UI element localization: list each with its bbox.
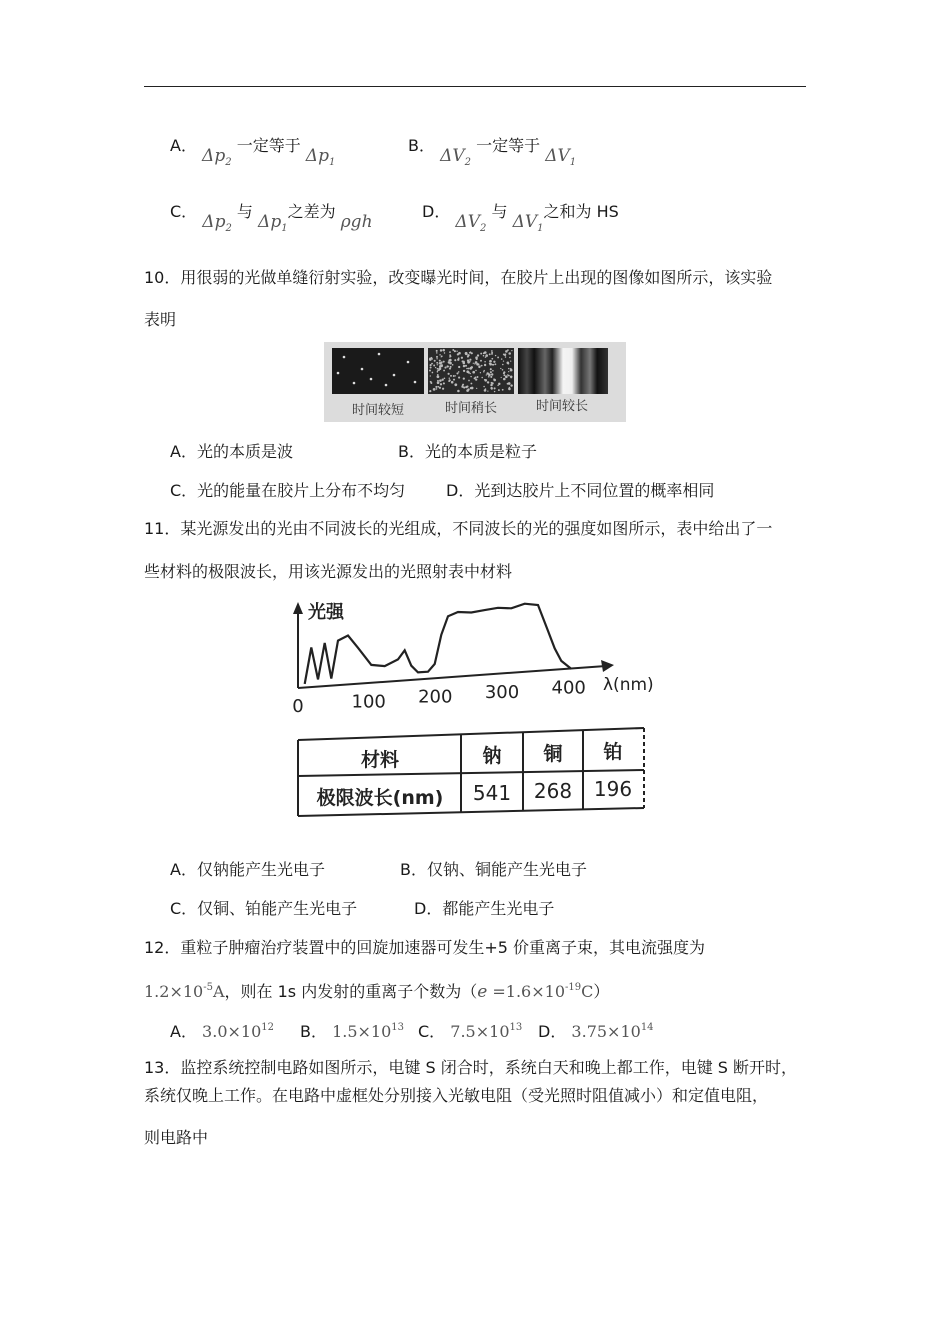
- grain-dot: [442, 379, 444, 381]
- grain-dot: [441, 364, 443, 366]
- q12-option-b[interactable]: B． $1.5\times 10^{13}$: [300, 1022, 405, 1041]
- grain-dot: [440, 383, 442, 385]
- grain-dot: [453, 379, 455, 381]
- grain-dot: [453, 375, 455, 377]
- grain-dot: [465, 352, 468, 355]
- grain-dot: [468, 368, 470, 370]
- q12-current-value: $1.2\times 10^{-5}A$: [144, 982, 225, 1001]
- grain-dot: [508, 352, 511, 355]
- grain-dot: [495, 355, 496, 356]
- grain-dot: [492, 364, 494, 366]
- grain-dot: [455, 375, 456, 376]
- q11-option-b[interactable]: B．仅钠、铜能产生光电子: [400, 860, 587, 879]
- table-mid-line: [298, 770, 644, 776]
- grain-dot: [470, 383, 472, 385]
- grain-dot: [476, 363, 479, 366]
- grain-dot: [502, 389, 504, 391]
- grain-dot: [448, 359, 450, 361]
- grain-dot: [484, 361, 485, 362]
- grain-dot: [462, 384, 464, 386]
- table-bottom-line: [298, 808, 644, 816]
- grain-dot: [469, 361, 470, 362]
- grain-dot: [480, 360, 482, 362]
- grain-dot: [463, 377, 465, 379]
- grain-dot: [493, 379, 496, 382]
- grain-dot: [452, 364, 454, 366]
- grain-dot: [444, 352, 445, 353]
- grain-dot: [452, 349, 454, 351]
- q10-option-b[interactable]: B．光的本质是粒子: [398, 442, 537, 461]
- grain-dot: [487, 381, 489, 383]
- grain-dot: [450, 355, 452, 357]
- grain-dot: [498, 389, 500, 391]
- grain-dot: [470, 373, 471, 374]
- grain-dot: [440, 361, 442, 363]
- panel-short: [332, 348, 424, 394]
- q12-option-c[interactable]: C． $7.5\times 10^{13}$: [418, 1022, 523, 1041]
- grain-dot: [437, 370, 438, 371]
- grain-dot: [467, 386, 468, 387]
- grain-dot: [488, 376, 490, 378]
- grain-dot: [461, 386, 463, 388]
- grain-dot: [479, 365, 480, 366]
- q11-materials-table: [296, 720, 648, 820]
- grain-dot: [458, 357, 460, 359]
- grain-dot: [491, 358, 493, 360]
- grain-dot: [432, 372, 434, 374]
- grain-dot: [458, 371, 460, 373]
- q11-stem-line1: 11．某光源发出的光由不同波长的光组成，不同波长的光的强度如图所示，表中给出了一: [144, 519, 773, 538]
- grain-dot: [439, 360, 441, 362]
- q9-a-symbol2: $\Delta p_1$: [305, 146, 336, 168]
- q13-stem-line3: 则电路中: [144, 1128, 209, 1147]
- grain-dot: [430, 375, 431, 376]
- grain-dot: [491, 353, 493, 355]
- grain-dot: [484, 351, 487, 354]
- grain-dot: [502, 369, 504, 371]
- q9-b-symbol2: $\Delta V_1$: [545, 146, 577, 168]
- grain-dot: [509, 357, 510, 358]
- grain-dot: [489, 353, 491, 355]
- grain-dot: [450, 375, 451, 376]
- grain-dot: [439, 354, 440, 355]
- grain-dot: [468, 380, 470, 382]
- grain-dot: [462, 360, 464, 362]
- panel-long: [518, 348, 608, 394]
- grain-dot: [437, 375, 440, 378]
- grain-dot: [481, 377, 483, 379]
- grain-dot: [435, 386, 437, 388]
- q9-option-c[interactable]: C． $\Delta p_2$ 与 $\Delta p_1$之差为 ρgh: [170, 202, 373, 234]
- grain-dot: [483, 371, 485, 373]
- grain-dot: [438, 386, 440, 388]
- q9-a-symbol1: $\Delta p_2$: [202, 146, 232, 168]
- grain-dot: [449, 379, 451, 381]
- q11-option-d[interactable]: D．都能产生光电子: [414, 899, 555, 918]
- grain-dot: [431, 383, 432, 384]
- grain-dot: [510, 369, 513, 372]
- q10-option-c[interactable]: C．光的能量在胶片上分布不均匀: [170, 481, 406, 500]
- grain-dot: [490, 387, 492, 389]
- label-long: 时间较长: [535, 399, 589, 414]
- grain-dot: [463, 365, 465, 367]
- grain-dot: [490, 371, 492, 373]
- grain-dot: [511, 350, 512, 351]
- q12-option-a[interactable]: A． $3.0\times 10^{12}$: [170, 1022, 274, 1041]
- grain-dot: [502, 364, 504, 366]
- q10-stem-line2: 表明: [144, 310, 177, 329]
- grain-dot: [438, 369, 440, 371]
- grain-dot: [471, 366, 473, 368]
- q9-b-symbol1: $\Delta V_2$: [440, 146, 472, 168]
- grain-dot: [503, 378, 506, 381]
- grain-dot: [436, 358, 437, 359]
- grain-dot: [437, 368, 439, 370]
- grain-dot: [510, 377, 511, 378]
- grain-dot: [473, 363, 474, 364]
- grain-dot: [476, 388, 477, 389]
- grain-dot: [472, 371, 475, 374]
- grain-dot: [501, 358, 502, 359]
- grain-dot: [484, 364, 486, 366]
- table-header-copper: 铜: [543, 743, 563, 765]
- grain-dot: [491, 373, 493, 375]
- table-value-copper: 268: [533, 779, 573, 803]
- grain-dot: [444, 377, 446, 379]
- grain-dot: [510, 384, 512, 386]
- grain-dot: [468, 371, 470, 373]
- grain-dot: [431, 358, 433, 360]
- grain-dot: [503, 374, 505, 376]
- grain-dot: [494, 363, 496, 365]
- grain-dot: [501, 377, 502, 378]
- grain-dot: [434, 360, 436, 362]
- grain-dot: [437, 381, 440, 384]
- grain-dot: [437, 380, 439, 382]
- q10-stem-line1: 10．用很弱的光做单缝衍射实验，改变曝光时间，在胶片上出现的图像如图所示，该实验: [144, 268, 773, 287]
- grain-dot: [444, 367, 446, 369]
- grain-dot: [477, 376, 479, 378]
- grain-dot: [435, 367, 436, 368]
- grain-dot: [498, 383, 500, 385]
- grain-dot: [476, 362, 477, 363]
- grain-dot: [450, 366, 452, 368]
- grain-dot: [454, 359, 456, 361]
- grain-dot: [429, 390, 431, 392]
- q11-option-c[interactable]: C．仅铜、铂能产生光电子: [170, 899, 358, 918]
- q12-stem-line2: $1.2\times 10^{-5}A$，则在 1s 内发射的重离子个数为$(e =1.6\times 10^{-19}C)$: [144, 982, 610, 1002]
- grain-dot: [470, 376, 471, 377]
- q9-option-b[interactable]: B． $\Delta V_2$ 一定等于 $\Delta V_1$: [408, 136, 577, 168]
- grain-dot: [436, 388, 438, 390]
- grain-dot: [442, 349, 445, 352]
- grain-dot: [471, 352, 473, 354]
- grain-dot: [483, 386, 485, 388]
- grain-dot: [439, 379, 442, 382]
- grain-dot: [508, 382, 511, 385]
- grain-dot: [497, 357, 499, 359]
- q9-option-a[interactable]: A． $\Delta p_2$ 一定等于 $\Delta p_1$: [170, 136, 336, 168]
- q13-stem-line2: 系统仅晚上工作。在电路中虚框处分别接入光敏电阻（受光照时阻值减小）和定值电阻，: [144, 1086, 769, 1105]
- grain-dot: [430, 366, 432, 368]
- grain-dot: [458, 377, 460, 379]
- q9-option-d[interactable]: D． $\Delta V_2$ 与 $\Delta V_1$之和为 HS: [422, 202, 619, 234]
- x-tick-label: 100: [351, 691, 386, 713]
- grain-dot: [430, 364, 432, 366]
- grain-dot: [441, 355, 443, 357]
- grain-dot: [429, 358, 432, 361]
- table-value-sodium: 541: [472, 781, 512, 805]
- grain-dot: [429, 370, 431, 372]
- grain-dot: [442, 388, 444, 390]
- grain-dot: [489, 360, 492, 363]
- table-header-sodium: 钠: [482, 745, 502, 767]
- grain-dot: [475, 370, 476, 371]
- grain-dot: [448, 366, 449, 367]
- grain-dot: [490, 368, 492, 370]
- q9-c-symbol2: $\Delta p_1$: [258, 212, 288, 234]
- q9-c-symbol1: $\Delta p_2$: [202, 212, 232, 234]
- grain-dot: [439, 387, 441, 389]
- grain-dot: [505, 356, 507, 358]
- grain-dot: [457, 353, 459, 355]
- grain-dot: [449, 362, 452, 365]
- grain-dot: [485, 354, 488, 357]
- q11-spectrum-chart: [288, 598, 663, 716]
- grain-dot: [475, 356, 478, 359]
- table-header-platinum: 铂: [603, 741, 623, 763]
- x-axis-arrow: [601, 660, 614, 672]
- grain-dot: [457, 390, 460, 393]
- grain-dot: [483, 355, 485, 357]
- grain-dot: [469, 352, 470, 353]
- table-row-label: 极限波长(nm): [316, 787, 444, 809]
- q13-stem-line1: 13．监控系统控制电路如图所示，电键 S 闭合时，系统白天和晚上都工作，电键 S 断开时，: [144, 1058, 798, 1077]
- grain-dot: [454, 383, 457, 386]
- grain-dot: [436, 362, 438, 364]
- grain-dot: [477, 354, 479, 356]
- grain-dot: [481, 365, 483, 367]
- grain-dot: [480, 353, 482, 355]
- grain-dot: [505, 350, 508, 353]
- grain-dot: [461, 357, 463, 359]
- grain-dot: [494, 391, 495, 392]
- grain-dot: [433, 365, 435, 367]
- grain-dot: [449, 351, 451, 353]
- q11-option-a[interactable]: A．仅钠能产生光电子: [170, 860, 325, 879]
- grain-dot: [456, 351, 457, 352]
- x-axis-label: λ(nm): [603, 675, 654, 695]
- q10-option-d[interactable]: D．光到达胶片上不同位置的概率相同: [446, 481, 715, 500]
- grain-dot: [492, 370, 494, 372]
- grain-dot: [486, 372, 489, 375]
- grain-dot: [484, 379, 487, 382]
- grain-dot: [449, 377, 450, 378]
- grain-dot: [458, 366, 460, 368]
- grain-dot: [509, 387, 511, 389]
- grain-dot: [456, 372, 458, 374]
- x-tick-label: 0: [292, 696, 304, 716]
- grain-dot: [436, 350, 438, 352]
- grain-dot: [500, 368, 501, 369]
- grain-dot: [431, 363, 433, 365]
- grain-dot: [436, 352, 438, 354]
- y-axis-label: 光强: [308, 602, 344, 623]
- grain-dot: [491, 350, 493, 352]
- grain-dot: [508, 368, 509, 369]
- grain-dot: [467, 356, 469, 358]
- grain-dot: [467, 388, 469, 390]
- grain-dot: [440, 349, 442, 351]
- x-tick-label: 200: [418, 686, 453, 708]
- grain-dot: [504, 354, 506, 356]
- grain-dot: [489, 363, 490, 364]
- label-short: 时间较短: [351, 403, 405, 418]
- grain-dot: [437, 364, 438, 365]
- q11-stem-line2: 些材料的极限波长，用该光源发出的光照射表中材料: [144, 562, 513, 581]
- grain-dot: [493, 361, 495, 363]
- q10-diffraction-figure: [324, 342, 626, 422]
- header-rule: [144, 86, 806, 87]
- q12-stem-line1: 12．重粒子肿瘤治疗装置中的回旋加速器可发生+5 价重离子束，其电流强度为: [144, 938, 706, 957]
- grain-dot: [505, 375, 508, 378]
- grain-dot: [443, 370, 445, 372]
- grain-dot: [466, 368, 468, 370]
- q9-c-rhogh: ρgh: [340, 212, 373, 232]
- table-value-platinum: 196: [593, 777, 633, 801]
- grain-dot: [503, 372, 505, 374]
- grain-dot: [510, 360, 511, 361]
- grain-dot: [503, 360, 504, 361]
- grain-dot: [448, 373, 450, 375]
- grain-dot: [474, 377, 476, 379]
- grain-dot: [480, 372, 481, 373]
- grain-dot: [494, 387, 496, 389]
- y-axis-arrow: [293, 602, 303, 614]
- x-tick-label: 300: [484, 682, 520, 703]
- x-tick-label: 400: [551, 677, 586, 699]
- grain-dot: [487, 391, 488, 392]
- grain-dot: [469, 359, 471, 361]
- grain-dot: [436, 356, 438, 358]
- grain-dot: [486, 374, 487, 375]
- grain-dot: [491, 382, 493, 384]
- grain-dot: [471, 387, 474, 390]
- grain-dot: [506, 361, 509, 364]
- grain-dot: [465, 365, 467, 367]
- table-top-line: [298, 728, 644, 740]
- grain-dot: [463, 370, 465, 372]
- grain-dot: [490, 376, 492, 378]
- grain-dot: [443, 382, 445, 384]
- grain-dot: [443, 361, 445, 363]
- grain-dot: [433, 388, 436, 391]
- grain-dot: [507, 374, 508, 375]
- q9-d-symbol1: $\Delta V_2$: [455, 212, 487, 234]
- q9-d-symbol2: $\Delta V_1$: [512, 212, 544, 234]
- q12-option-d[interactable]: D． $3.75\times 10^{14}$: [538, 1022, 654, 1041]
- q10-option-a[interactable]: A．光的本质是波: [170, 442, 293, 461]
- grain-dot: [508, 371, 509, 372]
- grain-dot: [485, 388, 487, 390]
- table-header-material: 材料: [360, 749, 400, 771]
- label-medium: 时间稍长: [444, 401, 498, 416]
- grain-dot: [451, 381, 454, 384]
